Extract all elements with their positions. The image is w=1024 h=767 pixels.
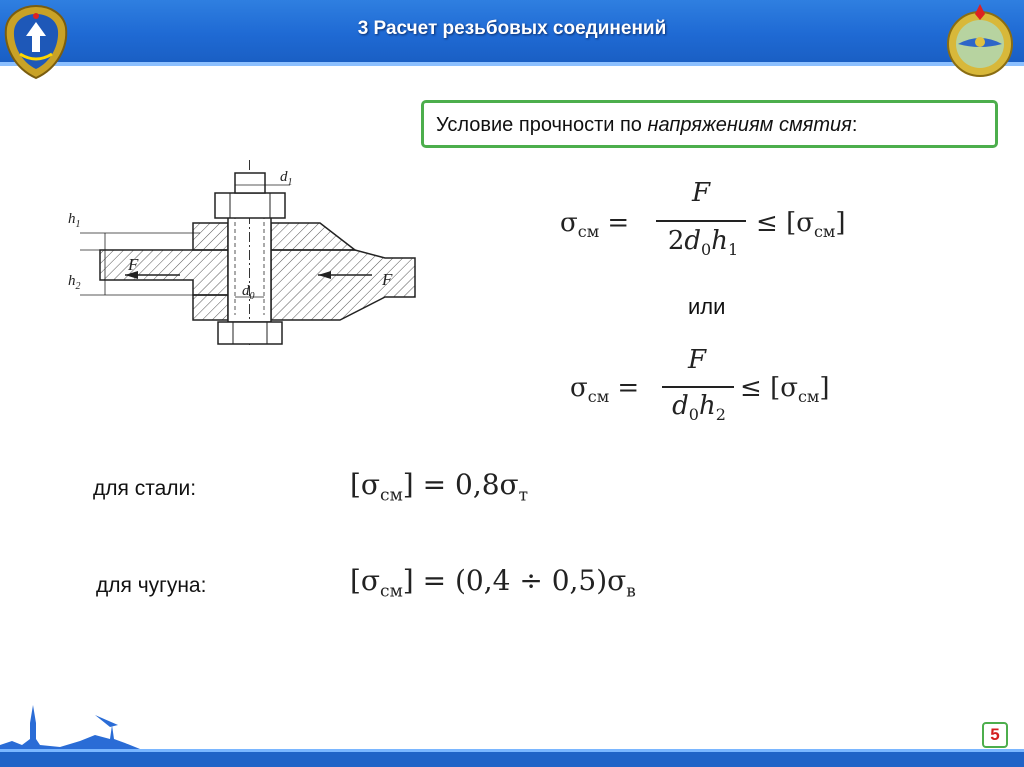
label-h1: h	[68, 211, 76, 227]
svg-text:d0: $d_0$	[242, 283, 255, 302]
page-number: 5	[982, 722, 1008, 748]
slide-header	[0, 0, 1024, 62]
strength-condition-text	[436, 114, 857, 137]
bolt-end	[235, 173, 265, 193]
label-force-left: F	[128, 255, 139, 274]
or-text: или	[688, 294, 726, 319]
upper-plate-right	[271, 223, 355, 250]
bolt-joint-diagram	[60, 155, 420, 350]
slide-title: 3 Расчет резьбовых соединений	[357, 18, 667, 39]
condition-suffix: :	[851, 114, 858, 136]
bolt-head	[218, 322, 282, 344]
nut	[215, 193, 285, 218]
lower-plate-under	[193, 295, 228, 320]
svg-text:d1: $d_1$	[280, 169, 293, 188]
label-force-right: F	[382, 270, 393, 289]
formula-castiron: $[\sigma_{см}] = (0,4 \div 0,5)\sigma_в$	[350, 564, 636, 602]
right-plate	[271, 250, 415, 320]
left-emblem-icon	[0, 2, 72, 82]
svg-text:h1: $h_1$	[68, 211, 81, 230]
header-underline	[0, 62, 1024, 66]
city-skyline-icon	[0, 695, 150, 753]
label-h2: h	[68, 273, 76, 289]
label-d1: d	[280, 169, 288, 185]
steel-label: для стали:	[93, 477, 197, 500]
strength-condition-box	[421, 100, 998, 148]
label-d0: d	[242, 283, 250, 299]
right-emblem-icon	[944, 2, 1016, 82]
svg-text:h2: $h_2$	[68, 273, 81, 292]
condition-emphasis: напряжениям смятия	[647, 114, 852, 136]
condition-prefix: Условие прочности по	[436, 114, 648, 136]
footer-band	[0, 752, 1024, 767]
formula-steel: $[\sigma_{см}] = 0,8\sigma_т$	[350, 468, 529, 506]
castiron-label: для чугуна:	[96, 574, 207, 597]
lower-plate-left	[100, 250, 228, 295]
upper-plate-left	[193, 223, 228, 250]
